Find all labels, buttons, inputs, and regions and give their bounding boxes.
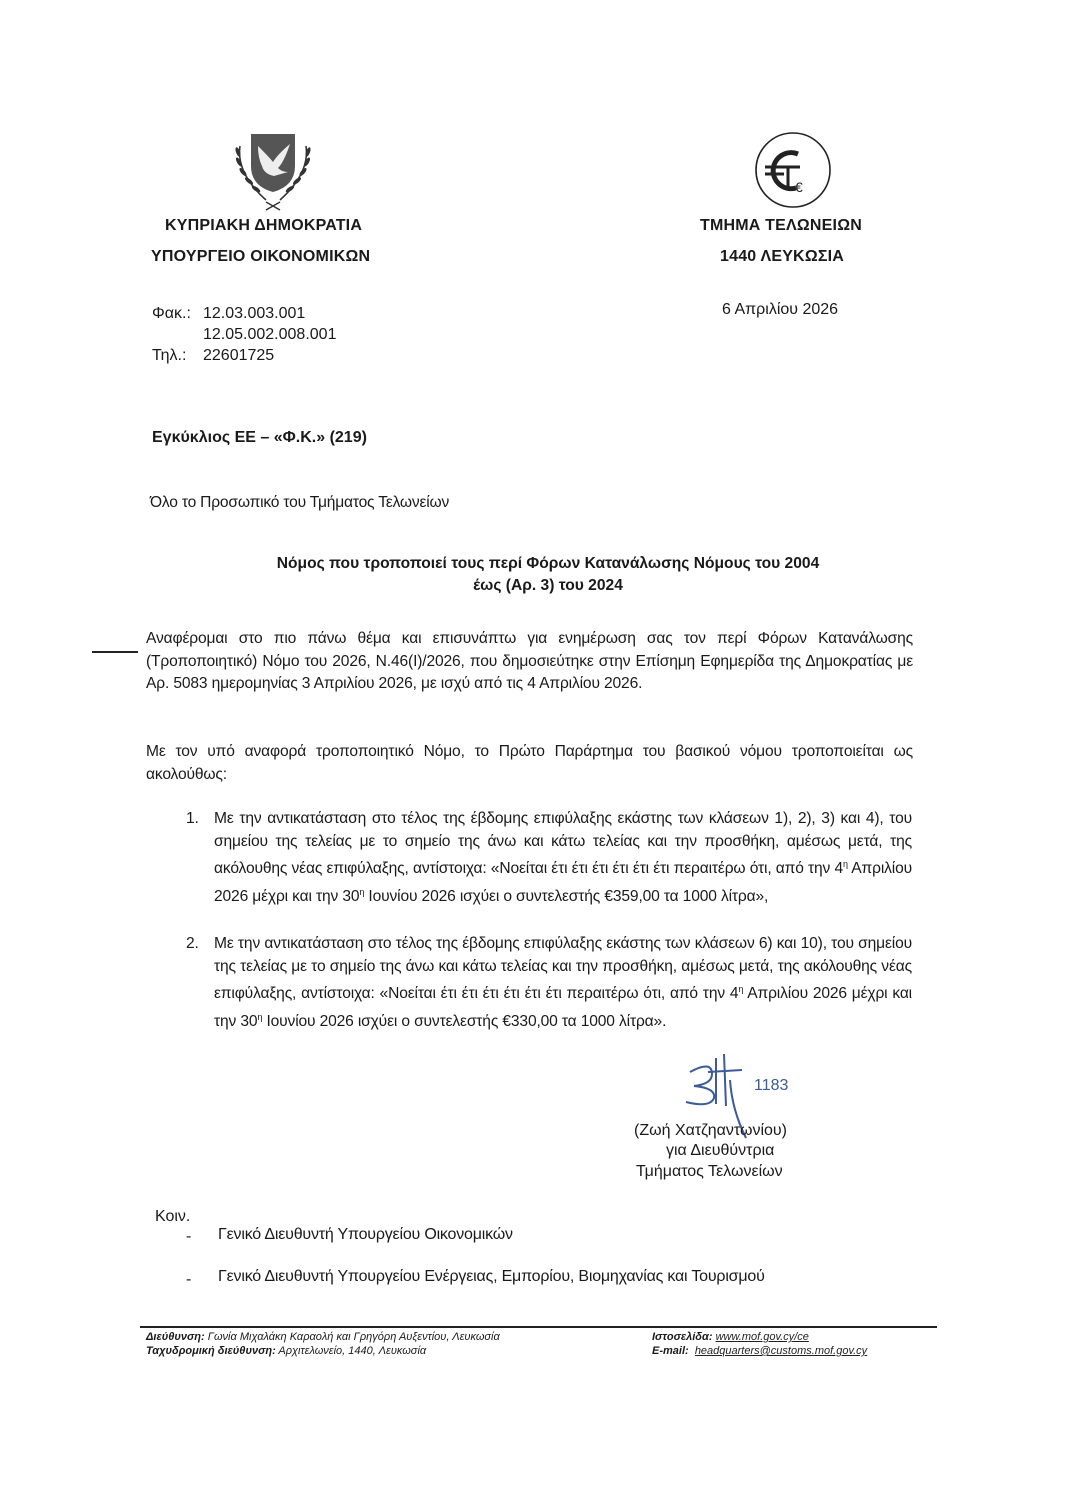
signatory-name: (Ζωή Χατζηαντωνίου) (634, 1122, 787, 1139)
tel-label: Τηλ.: (152, 347, 187, 364)
svg-text:€: € (795, 179, 803, 195)
svg-text:1183: 1183 (754, 1077, 789, 1094)
cc-item-2: Γενικό Διευθυντή Υπουργείου Ενέργειας, Εμπορίου, Βιομηχανίας και Τουρισμού (218, 1268, 765, 1285)
cc-label: Κοιν. (155, 1208, 191, 1225)
subject-line-2: έως (Αρ. 3) του 2024 (473, 577, 623, 594)
cyprus-coat-of-arms-icon (218, 128, 328, 212)
amendment-item-2: Με την αντικατάσταση στο τέλος της έβδομης επιφύλαξης εκάστης των κλάσεων 6) και 10), του σημείου της τελείας με το σημείο της άνω και κάτω τελείας και την προσθήκη, αμέσως μετά, της ακόλουθης νέας επιφύλαξης, αντίστοιχα: «Νοείται έτι έτι έτι έτι έτι έτι περαιτέρω ότι, από την $4^\eta$ Απριλίου 2026 μέχρι και την $30^\eta$ Ιουνίου 2026 ισχύει ο συντελεστής €330,00 τα 1000 λίτρα». (214, 935, 912, 1031)
file-label: Φακ.: (152, 305, 191, 322)
website-link[interactable]: www.mof.gov.cy/ce (715, 1331, 809, 1343)
department-name: ΤΜΗΜΑ ΤΕΛΩΝΕΙΩΝ (700, 217, 862, 234)
amendment-number-1: 1. (186, 810, 199, 827)
recipient: Όλο το Προσωπικό του Τμήματος Τελωνείων (150, 494, 450, 511)
margin-mark (92, 651, 138, 653)
subject-line-1: Νόμος που τροποποιεί τους περί Φόρων Κατανάλωσης Νόμους του 2004 (276, 555, 820, 572)
signatory-role: για Διευθύντρια (666, 1142, 775, 1159)
website-label: Ιστοσελίδα: (652, 1331, 713, 1343)
cc-bullet-2: - (186, 1271, 192, 1288)
letter-date: 6 Απριλίου 2026 (722, 301, 839, 318)
signatory-department: Τμήματος Τελωνείων (636, 1163, 783, 1180)
ministry-name: ΥΠΟΥΡΓΕΙΟ ΟΙΚΟΝΟΜΙΚΩΝ (151, 248, 371, 265)
postal-value: Αρχιτελωνείο, 1440, Λευκωσία (278, 1345, 427, 1357)
email-link[interactable]: headquarters@customs.mof.gov.cy (694, 1345, 868, 1357)
postal-label: Ταχυδρομική διεύθυνση: (146, 1345, 276, 1357)
cc-bullet-1: - (186, 1228, 192, 1245)
cc-item-1: Γενικό Διευθυντή Υπουργείου Οικονομικών (218, 1226, 513, 1243)
address-value: Γωνία Μιχαλάκη Καραολή και Γρηγόρη Αυξεντίου, Λευκωσία (207, 1331, 500, 1343)
body-paragraph-1: Αναφέρομαι στο πιο πάνω θέμα και επισυνάπτω για ενημέρωση σας τον περί Φόρων Κατανάλωσης (Τροποποιητικό) Νόμο του 2026, Ν.46(Ι)/2026, που δημοσιεύτηκε στην Επίσημη Εφημερίδα της Δημοκρατίας με Αρ. 5083 ημερομηνίας 3 Απριλίου 2026, με ισχύ από τις 4 Απριλίου 2026. (146, 630, 913, 693)
subject-title (150, 553, 946, 597)
footer-address-block (146, 1330, 500, 1358)
amendment-number-2: 2. (186, 935, 199, 952)
customs-department-logo-icon (752, 130, 836, 214)
footer-contact-block (652, 1330, 867, 1358)
country-name: ΚΥΠΡΙΑΚΗ ΔΗΜΟΚΡΑΤΙΑ (165, 217, 363, 234)
circular-reference: Εγκύκλιος ΕΕ – «Φ.Κ.» (219) (152, 429, 367, 446)
footer-divider (140, 1326, 937, 1328)
address-label: Διεύθυνση: (146, 1331, 205, 1343)
email-label: E-mail: (652, 1345, 689, 1357)
amendment-item-1: Με την αντικατάσταση στο τέλος της έβδομης επιφύλαξης εκάστης των κλάσεων 1), 2), 3) και 4), του σημείου της τελείας με το σημείο της άνω και κάτω τελείας και την προσθήκη, αμέσως μετά, της ακόλουθης νέας επιφύλαξης, αντίστοιχα: «Νοείται έτι έτι έτι έτι έτι έτι περαιτέρω ότι, από την $4^\eta$ Απριλίου 2026 μέχρι και την $30^\eta$ Ιουνίου 2026 ισχύει ο συντελεστής €359,00 τα 1000 λίτρα», (214, 810, 912, 906)
department-city: 1440 ΛΕΥΚΩΣΙΑ (720, 248, 845, 265)
file-number-2: 12.05.002.008.001 (203, 326, 337, 343)
file-number-1: 12.03.003.001 (203, 305, 306, 322)
tel-number: 22601725 (203, 347, 275, 364)
body-paragraph-2: Με τον υπό αναφορά τροποποιητικό Νόμο, το Πρώτο Παράρτημα του βασικού νόμου τροποποιείται ως ακολούθως: (146, 743, 913, 783)
